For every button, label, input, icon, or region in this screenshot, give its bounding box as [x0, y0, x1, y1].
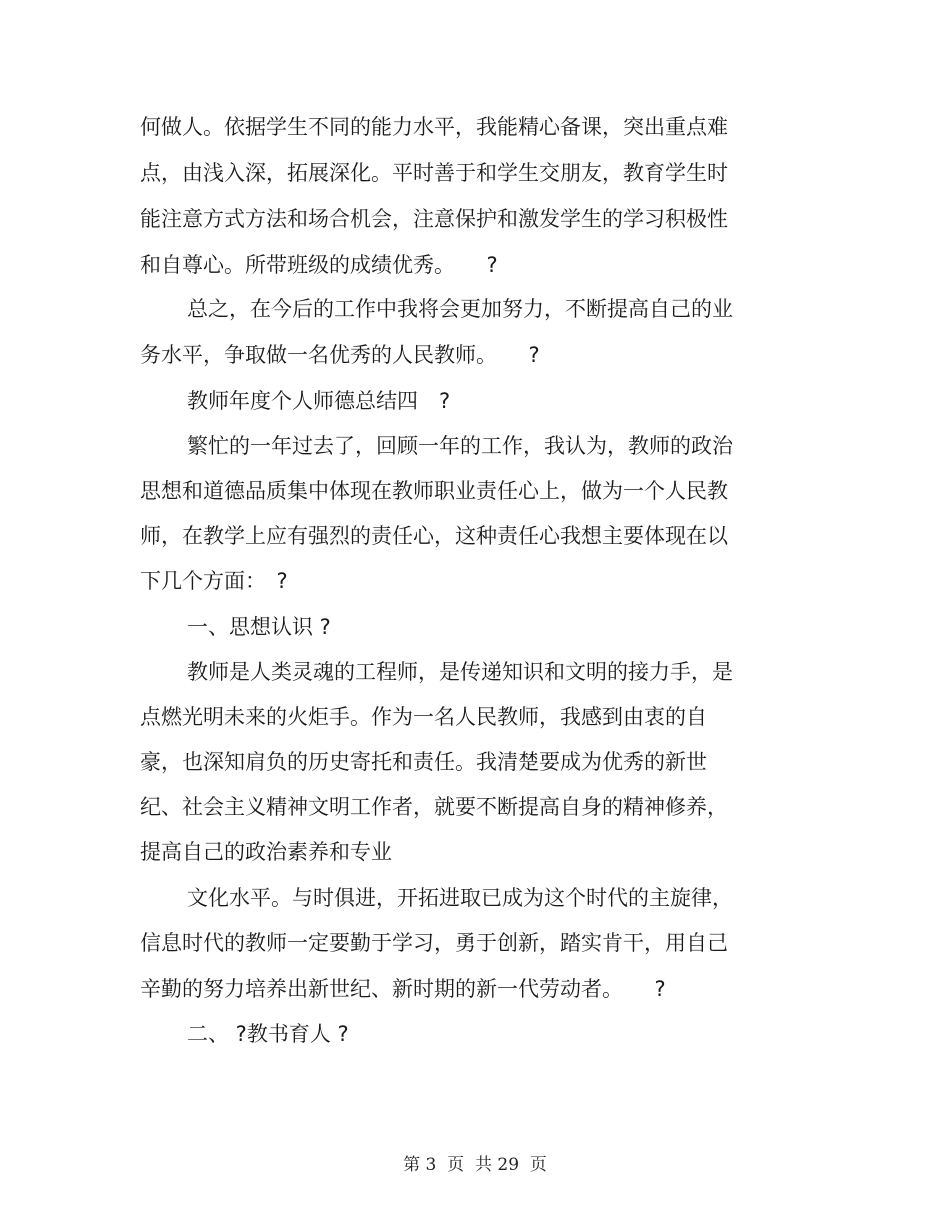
- body-text-line: 辛勤的努力培养出新世纪、新时期的新一代劳动者。 ?: [140, 977, 666, 1001]
- body-text-line: 能注意方式方法和场合机会，注意保护和激发学生的学习积极性: [140, 207, 728, 231]
- body-text-line: 文化水平。与时俱进，开拓进取已成为这个时代的主旋律，: [187, 886, 733, 910]
- body-text-line: 思想和道德品质集中体现在教师职业责任心上，做为一个人民教: [140, 479, 728, 503]
- body-text-line: 提高自己的政治素养和专业: [140, 840, 392, 864]
- body-text-line: 和自尊心。所带班级的成绩优秀。 ?: [140, 253, 498, 277]
- subsection-heading: 一、思想认识 ?: [187, 615, 331, 639]
- page-number-footer: 第 3 页 共 29 页: [403, 1155, 547, 1175]
- section-heading: 教师年度个人师德总结四 ?: [187, 389, 451, 413]
- body-text-line: 点燃光明未来的火炬手。作为一名人民教师，我感到由衷的自: [140, 705, 707, 729]
- body-text-line: 豪，也深知肩负的历史寄托和责任。我清楚要成为优秀的新世: [140, 750, 707, 774]
- body-text-line: 教师是人类灵魂的工程师，是传递知识和文明的接力手，是: [187, 660, 733, 684]
- body-text-line: 点，由浅入深，拓展深化。平时善于和学生交朋友，教育学生时: [140, 161, 728, 185]
- body-text-line: 何做人。依据学生不同的能力水平，我能精心备课，突出重点难: [140, 115, 728, 139]
- body-text-line: 信息时代的教师一定要勤于学习，勇于创新，踏实肯干，用自己: [140, 931, 728, 955]
- body-text-line: 师，在教学上应有强烈的责任心，这种责任心我想主要体现在以: [140, 524, 728, 548]
- subsection-heading: 二、 ?教书育人 ?: [187, 1022, 349, 1046]
- body-text-line: 总之，在今后的工作中我将会更加努力，不断提高自己的业: [187, 297, 733, 321]
- body-text-line: 纪、社会主义精神文明工作者，就要不断提高自身的精神修养，: [140, 795, 728, 819]
- body-text-line: 繁忙的一年过去了，回顾一年的工作，我认为，教师的政治: [187, 434, 733, 458]
- body-text-line: 务水平，争取做一名优秀的人民教师。 ?: [140, 343, 540, 367]
- body-text-line: 下几个方面： ?: [140, 569, 288, 593]
